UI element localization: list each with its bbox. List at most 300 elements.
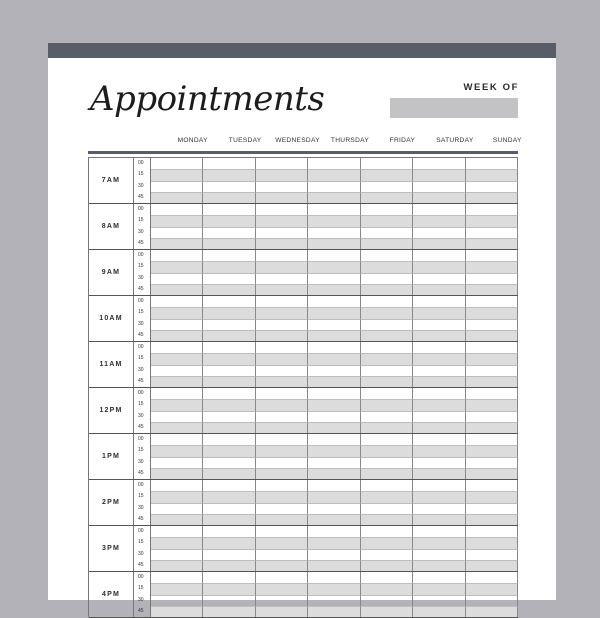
appointment-cell[interactable] — [308, 227, 360, 238]
appointment-cell[interactable] — [413, 583, 465, 594]
quarter-label: 30 — [134, 273, 151, 284]
appointment-cell[interactable] — [466, 595, 518, 606]
appointment-cell[interactable] — [361, 330, 413, 341]
appointment-cell[interactable] — [203, 158, 255, 169]
appointment-cell[interactable] — [308, 204, 360, 215]
appointment-cell[interactable] — [361, 560, 413, 571]
appointment-cell[interactable] — [361, 319, 413, 330]
appointment-cell[interactable] — [361, 606, 413, 617]
quarter-row — [134, 365, 518, 376]
appointment-cell[interactable] — [308, 376, 360, 387]
appointment-cell[interactable] — [203, 491, 255, 502]
appointment-cell[interactable] — [151, 526, 203, 537]
appointment-cell[interactable] — [256, 319, 308, 330]
appointment-cell[interactable] — [308, 215, 360, 226]
appointment-cell[interactable] — [361, 307, 413, 318]
appointment-cell[interactable] — [203, 445, 255, 456]
appointment-cell[interactable] — [151, 537, 203, 548]
appointment-cell[interactable] — [308, 457, 360, 468]
appointment-cell[interactable] — [466, 422, 518, 433]
appointment-cell[interactable] — [151, 215, 203, 226]
appointment-cell[interactable] — [151, 399, 203, 410]
appointment-cell[interactable] — [308, 307, 360, 318]
appointment-cell[interactable] — [361, 169, 413, 180]
appointment-cell[interactable] — [466, 192, 518, 203]
appointment-cell[interactable] — [466, 319, 518, 330]
appointment-cell[interactable] — [256, 422, 308, 433]
appointment-cell[interactable] — [413, 215, 465, 226]
appointment-cell[interactable] — [256, 457, 308, 468]
appointment-cell[interactable] — [361, 181, 413, 192]
appointment-cell[interactable] — [413, 595, 465, 606]
appointment-cell[interactable] — [413, 422, 465, 433]
appointment-cell[interactable] — [256, 491, 308, 502]
quarter-label: 15 — [134, 491, 151, 502]
appointment-cell[interactable] — [256, 238, 308, 249]
appointment-cell[interactable] — [308, 250, 360, 261]
appointment-cell[interactable] — [256, 572, 308, 583]
appointment-cell[interactable] — [466, 583, 518, 594]
appointment-cell[interactable] — [151, 514, 203, 525]
appointment-cell[interactable] — [308, 549, 360, 560]
appointment-cell[interactable] — [308, 284, 360, 295]
appointment-cell[interactable] — [361, 526, 413, 537]
appointment-cell[interactable] — [466, 307, 518, 318]
quarter-row — [134, 388, 518, 399]
appointment-cell[interactable] — [256, 583, 308, 594]
appointment-cell[interactable] — [413, 491, 465, 502]
appointment-cell[interactable] — [151, 491, 203, 502]
appointment-cell[interactable] — [361, 204, 413, 215]
appointment-cell[interactable] — [151, 549, 203, 560]
appointment-cell[interactable] — [151, 572, 203, 583]
appointment-cell[interactable] — [466, 227, 518, 238]
appointment-cell[interactable] — [466, 537, 518, 548]
appointment-cell[interactable] — [151, 583, 203, 594]
quarter-row — [134, 572, 518, 583]
appointment-cell[interactable] — [466, 514, 518, 525]
appointment-cell[interactable] — [308, 537, 360, 548]
appointment-cell[interactable] — [361, 514, 413, 525]
appointment-cell[interactable] — [361, 583, 413, 594]
appointment-cell[interactable] — [151, 560, 203, 571]
appointment-cell[interactable] — [413, 319, 465, 330]
appointment-cell[interactable] — [151, 181, 203, 192]
appointment-cell[interactable] — [361, 595, 413, 606]
appointment-cell[interactable] — [256, 480, 308, 491]
appointment-cell[interactable] — [466, 353, 518, 364]
appointment-cell[interactable] — [308, 480, 360, 491]
appointment-cell[interactable] — [466, 342, 518, 353]
appointment-cell[interactable] — [413, 514, 465, 525]
appointment-cell[interactable] — [203, 365, 255, 376]
quarter-row — [134, 434, 518, 445]
appointment-cell[interactable] — [308, 353, 360, 364]
appointment-cell[interactable] — [413, 526, 465, 537]
appointment-cell[interactable] — [308, 330, 360, 341]
appointment-cell[interactable] — [308, 192, 360, 203]
appointment-cell[interactable] — [203, 399, 255, 410]
appointment-cell[interactable] — [203, 411, 255, 422]
appointment-cell[interactable] — [256, 434, 308, 445]
appointment-cell[interactable] — [361, 284, 413, 295]
appointment-cell[interactable] — [256, 549, 308, 560]
appointment-cell[interactable] — [413, 307, 465, 318]
appointment-cell[interactable] — [256, 353, 308, 364]
appointment-cell[interactable] — [413, 296, 465, 307]
appointment-cell[interactable] — [151, 365, 203, 376]
appointment-cell[interactable] — [203, 261, 255, 272]
appointment-cell[interactable] — [361, 549, 413, 560]
appointment-cell[interactable] — [203, 342, 255, 353]
appointment-cell[interactable] — [413, 342, 465, 353]
appointment-cell[interactable] — [466, 560, 518, 571]
appointment-cell[interactable] — [256, 411, 308, 422]
appointment-cell[interactable] — [413, 192, 465, 203]
appointment-cell[interactable] — [466, 296, 518, 307]
appointment-cell[interactable] — [466, 250, 518, 261]
appointment-cell[interactable] — [466, 181, 518, 192]
appointment-cell[interactable] — [256, 365, 308, 376]
appointment-cell[interactable] — [151, 192, 203, 203]
day-header-tuesday: TUESDAY — [228, 137, 262, 144]
appointment-cell[interactable] — [151, 307, 203, 318]
appointment-cell[interactable] — [466, 491, 518, 502]
appointment-cell[interactable] — [256, 399, 308, 410]
appointment-cell[interactable] — [466, 606, 518, 617]
appointment-cell[interactable] — [413, 560, 465, 571]
appointment-cell[interactable] — [466, 434, 518, 445]
appointment-cell[interactable] — [203, 169, 255, 180]
appointment-cell[interactable] — [256, 158, 308, 169]
appointment-cell[interactable] — [256, 227, 308, 238]
appointment-cell[interactable] — [413, 353, 465, 364]
appointment-cell[interactable] — [466, 284, 518, 295]
appointment-cell[interactable] — [256, 595, 308, 606]
appointment-cell[interactable] — [203, 434, 255, 445]
appointment-cell[interactable] — [308, 583, 360, 594]
appointment-cell[interactable] — [151, 595, 203, 606]
appointment-cell[interactable] — [413, 261, 465, 272]
appointment-cell[interactable] — [413, 330, 465, 341]
appointment-cell[interactable] — [203, 215, 255, 226]
appointment-cell[interactable] — [361, 376, 413, 387]
appointment-cell[interactable] — [203, 560, 255, 571]
appointment-cell[interactable] — [203, 503, 255, 514]
appointment-cell[interactable] — [466, 215, 518, 226]
appointment-cell[interactable] — [203, 353, 255, 364]
appointment-cell[interactable] — [466, 204, 518, 215]
appointment-cell[interactable] — [361, 353, 413, 364]
appointment-cell[interactable] — [413, 503, 465, 514]
appointment-cell[interactable] — [203, 583, 255, 594]
appointment-cell[interactable] — [256, 330, 308, 341]
appointment-cell[interactable] — [151, 457, 203, 468]
appointment-cell[interactable] — [308, 365, 360, 376]
appointment-cell[interactable] — [466, 549, 518, 560]
appointment-cell[interactable] — [151, 227, 203, 238]
appointment-cell[interactable] — [308, 514, 360, 525]
appointment-cell[interactable] — [308, 388, 360, 399]
appointment-cell[interactable] — [466, 365, 518, 376]
appointment-cell[interactable] — [203, 480, 255, 491]
appointment-cell[interactable] — [308, 399, 360, 410]
appointment-cell[interactable] — [256, 388, 308, 399]
appointment-cell[interactable] — [466, 411, 518, 422]
appointment-cell[interactable] — [413, 480, 465, 491]
appointment-cell[interactable] — [361, 480, 413, 491]
appointment-cell[interactable] — [151, 330, 203, 341]
appointment-cell[interactable] — [413, 399, 465, 410]
appointment-cell[interactable] — [466, 480, 518, 491]
appointment-cell[interactable] — [361, 457, 413, 468]
appointment-cell[interactable] — [151, 353, 203, 364]
appointment-cell[interactable] — [256, 445, 308, 456]
week-of-field[interactable] — [390, 98, 518, 118]
appointment-cell[interactable] — [413, 572, 465, 583]
quarter-label: 45 — [134, 238, 151, 249]
appointment-cell[interactable] — [308, 296, 360, 307]
appointment-cell[interactable] — [308, 572, 360, 583]
appointment-cell[interactable] — [203, 181, 255, 192]
appointment-cell[interactable] — [413, 606, 465, 617]
appointment-cell[interactable] — [203, 537, 255, 548]
appointment-cell[interactable] — [308, 491, 360, 502]
appointment-cell[interactable] — [413, 204, 465, 215]
appointment-cell[interactable] — [151, 503, 203, 514]
appointment-cell[interactable] — [151, 169, 203, 180]
appointment-cell[interactable] — [466, 572, 518, 583]
appointment-cell[interactable] — [203, 376, 255, 387]
appointment-cell[interactable] — [151, 606, 203, 617]
appointment-cell[interactable] — [466, 457, 518, 468]
appointment-cell[interactable] — [256, 537, 308, 548]
appointment-cell[interactable] — [413, 250, 465, 261]
appointment-cell[interactable] — [413, 158, 465, 169]
appointment-cell[interactable] — [413, 284, 465, 295]
appointment-cell[interactable] — [308, 526, 360, 537]
appointment-cell[interactable] — [151, 204, 203, 215]
appointment-cell[interactable] — [203, 284, 255, 295]
quarter-row — [134, 514, 518, 525]
appointment-cell[interactable] — [151, 445, 203, 456]
appointment-cell[interactable] — [203, 514, 255, 525]
appointment-cell[interactable] — [256, 514, 308, 525]
appointment-cell[interactable] — [308, 319, 360, 330]
appointment-cell[interactable] — [151, 319, 203, 330]
appointment-cell[interactable] — [256, 342, 308, 353]
appointment-cell[interactable] — [203, 388, 255, 399]
appointment-cell[interactable] — [203, 204, 255, 215]
appointment-cell[interactable] — [203, 549, 255, 560]
appointment-cell[interactable] — [361, 227, 413, 238]
appointment-cell[interactable] — [256, 296, 308, 307]
appointment-cell[interactable] — [361, 468, 413, 479]
appointment-cell[interactable] — [151, 411, 203, 422]
appointment-cell[interactable] — [203, 250, 255, 261]
appointment-cell[interactable] — [466, 399, 518, 410]
appointment-cell[interactable] — [256, 181, 308, 192]
appointment-cell[interactable] — [203, 273, 255, 284]
appointment-cell[interactable] — [361, 411, 413, 422]
appointment-cell[interactable] — [413, 181, 465, 192]
appointment-cell[interactable] — [361, 491, 413, 502]
appointment-cell[interactable] — [361, 158, 413, 169]
quarter-label: 15 — [134, 537, 151, 548]
appointment-cell[interactable] — [203, 526, 255, 537]
appointment-cell[interactable] — [203, 422, 255, 433]
quarter-row — [134, 468, 518, 479]
appointment-cell[interactable] — [413, 457, 465, 468]
appointment-cell[interactable] — [256, 250, 308, 261]
appointment-cell[interactable] — [308, 261, 360, 272]
appointment-cell[interactable] — [361, 572, 413, 583]
appointment-cell[interactable] — [308, 445, 360, 456]
appointment-cell[interactable] — [308, 422, 360, 433]
appointment-cell[interactable] — [413, 549, 465, 560]
appointment-cell[interactable] — [256, 192, 308, 203]
appointment-cell[interactable] — [203, 572, 255, 583]
appointment-cell[interactable] — [466, 158, 518, 169]
appointment-cell[interactable] — [361, 422, 413, 433]
appointment-cell[interactable] — [203, 227, 255, 238]
appointment-cell[interactable] — [361, 537, 413, 548]
appointment-cell[interactable] — [413, 169, 465, 180]
appointment-cell[interactable] — [256, 169, 308, 180]
appointment-cell[interactable] — [308, 595, 360, 606]
hour-block — [89, 250, 518, 296]
hour-label: 12PM — [89, 388, 134, 433]
appointment-cell[interactable] — [151, 238, 203, 249]
appointment-cell[interactable] — [308, 468, 360, 479]
appointment-cell[interactable] — [151, 284, 203, 295]
appointment-cell[interactable] — [361, 503, 413, 514]
appointment-cell[interactable] — [256, 273, 308, 284]
appointment-cell[interactable] — [361, 261, 413, 272]
appointment-cell[interactable] — [466, 468, 518, 479]
appointment-cell[interactable] — [256, 284, 308, 295]
appointment-cell[interactable] — [413, 273, 465, 284]
appointment-cell[interactable] — [308, 411, 360, 422]
appointment-cell[interactable] — [151, 342, 203, 353]
appointment-cell[interactable] — [413, 388, 465, 399]
appointment-cell[interactable] — [413, 227, 465, 238]
appointment-cell[interactable] — [203, 307, 255, 318]
appointment-cell[interactable] — [256, 468, 308, 479]
appointment-cell[interactable] — [361, 365, 413, 376]
appointment-cell[interactable] — [151, 296, 203, 307]
appointment-cell[interactable] — [361, 399, 413, 410]
appointment-cell[interactable] — [256, 526, 308, 537]
appointment-cell[interactable] — [308, 606, 360, 617]
appointment-cell[interactable] — [361, 238, 413, 249]
appointment-cell[interactable] — [256, 261, 308, 272]
appointment-cell[interactable] — [466, 503, 518, 514]
appointment-cell[interactable] — [151, 388, 203, 399]
appointment-cell[interactable] — [203, 296, 255, 307]
appointment-cell[interactable] — [308, 169, 360, 180]
hour-block — [89, 204, 518, 250]
appointment-cell[interactable] — [361, 388, 413, 399]
quarter-row — [134, 238, 518, 249]
appointment-cell[interactable] — [413, 537, 465, 548]
appointment-cell[interactable] — [466, 445, 518, 456]
appointment-cell[interactable] — [256, 307, 308, 318]
appointment-cell[interactable] — [256, 376, 308, 387]
appointment-cell[interactable] — [151, 250, 203, 261]
appointment-cell[interactable] — [413, 434, 465, 445]
appointment-cell[interactable] — [308, 181, 360, 192]
appointment-cell[interactable] — [361, 250, 413, 261]
appointment-cell[interactable] — [361, 434, 413, 445]
appointment-cell[interactable] — [151, 158, 203, 169]
appointment-cell[interactable] — [203, 238, 255, 249]
appointment-cell[interactable] — [151, 376, 203, 387]
appointment-cell[interactable] — [361, 296, 413, 307]
appointment-cell[interactable] — [203, 192, 255, 203]
appointment-cell[interactable] — [466, 526, 518, 537]
appointment-cell[interactable] — [308, 158, 360, 169]
appointment-cell[interactable] — [151, 468, 203, 479]
appointment-cell[interactable] — [466, 388, 518, 399]
quarter-label: 30 — [134, 411, 151, 422]
appointment-cell[interactable] — [413, 238, 465, 249]
appointment-cell[interactable] — [151, 273, 203, 284]
appointment-cell[interactable] — [466, 261, 518, 272]
appointment-cell[interactable] — [413, 365, 465, 376]
appointment-cell[interactable] — [203, 606, 255, 617]
appointment-cell[interactable] — [203, 595, 255, 606]
appointment-cell[interactable] — [466, 273, 518, 284]
appointment-cell[interactable] — [361, 445, 413, 456]
appointment-cell[interactable] — [151, 480, 203, 491]
appointment-cell[interactable] — [413, 468, 465, 479]
appointment-cell[interactable] — [308, 342, 360, 353]
appointment-cell[interactable] — [151, 434, 203, 445]
appointment-cell[interactable] — [256, 215, 308, 226]
appointment-cell[interactable] — [361, 192, 413, 203]
appointment-cell[interactable] — [413, 445, 465, 456]
appointment-cell[interactable] — [466, 330, 518, 341]
appointment-cell[interactable] — [256, 606, 308, 617]
appointment-cell[interactable] — [361, 215, 413, 226]
appointment-cell[interactable] — [256, 503, 308, 514]
appointment-cell[interactable] — [151, 261, 203, 272]
appointment-cell[interactable] — [256, 204, 308, 215]
appointment-cell[interactable] — [151, 422, 203, 433]
appointment-cell[interactable] — [361, 342, 413, 353]
appointment-cell[interactable] — [413, 376, 465, 387]
appointment-cell[interactable] — [203, 319, 255, 330]
appointment-cell[interactable] — [361, 273, 413, 284]
appointment-cell[interactable] — [308, 560, 360, 571]
appointment-cell[interactable] — [203, 330, 255, 341]
appointment-cell[interactable] — [308, 503, 360, 514]
day-header-thursday: THURSDAY — [330, 137, 370, 144]
appointment-cell[interactable] — [413, 411, 465, 422]
appointment-cell[interactable] — [203, 457, 255, 468]
appointment-cell[interactable] — [203, 468, 255, 479]
appointment-cell[interactable] — [256, 560, 308, 571]
hour-label: 3PM — [89, 526, 134, 571]
appointment-cell[interactable] — [308, 434, 360, 445]
appointment-cell[interactable] — [308, 273, 360, 284]
appointment-cell[interactable] — [308, 238, 360, 249]
appointment-cell[interactable] — [466, 238, 518, 249]
appointment-cell[interactable] — [466, 376, 518, 387]
appointment-cell[interactable] — [466, 169, 518, 180]
hour-label: 1PM — [89, 434, 134, 479]
